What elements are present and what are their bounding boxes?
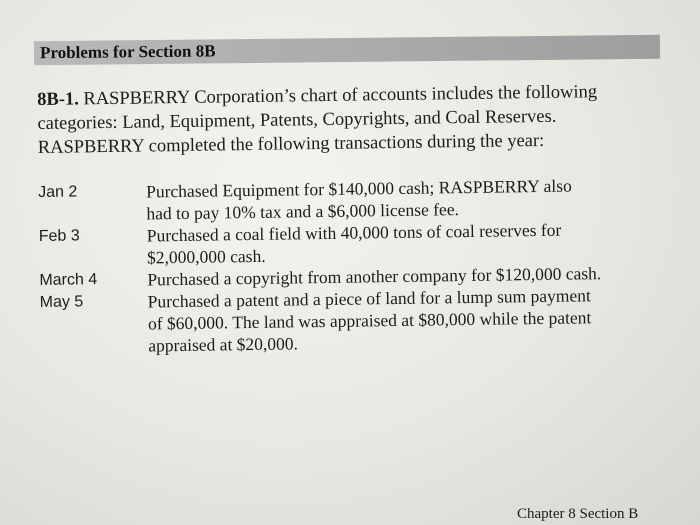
section-title: Problems for Section 8B: [39, 41, 216, 63]
transaction-description: Purchased a patent and a piece of land for a lump sum payment of $60,000. The land was appraised at $80,000 while the patent appraised at $20,000.: [147, 285, 592, 356]
transaction-date: Feb 3: [38, 227, 80, 245]
transaction-date: May 5: [39, 293, 84, 311]
page-footer: Chapter 8 Section B: [517, 506, 639, 522]
section-header-bar: [34, 35, 660, 66]
transaction-description: Purchased a copyright from another company for $120,000 cash.: [147, 263, 602, 290]
transaction-list: [38, 173, 670, 358]
problem-line-3: RASPBERRY completed the following transactions during the year:: [37, 130, 545, 158]
problem-statement: [37, 79, 663, 160]
transaction-description: Purchased a coal field with 40,000 tons of coal reserves for $2,000,000 cash.: [146, 219, 562, 268]
problem-line-1: 8B-1. RASPBERRY Corporation’s chart of accounts includes the following: [37, 82, 598, 110]
transaction-date: Jan 2: [38, 183, 78, 201]
transaction-date: March 4: [39, 271, 98, 289]
problem-line-2: categories: Land, Equipment, Patents, Copyrights, and Coal Reserves.: [37, 106, 557, 134]
problem-number: 8B-1.: [37, 89, 79, 110]
transaction-entry: [40, 283, 671, 358]
transaction-description: Purchased Equipment for $140,000 cash; RASPBERRY also had to pay 10% tax and a $6,000 license fee.: [146, 175, 572, 224]
